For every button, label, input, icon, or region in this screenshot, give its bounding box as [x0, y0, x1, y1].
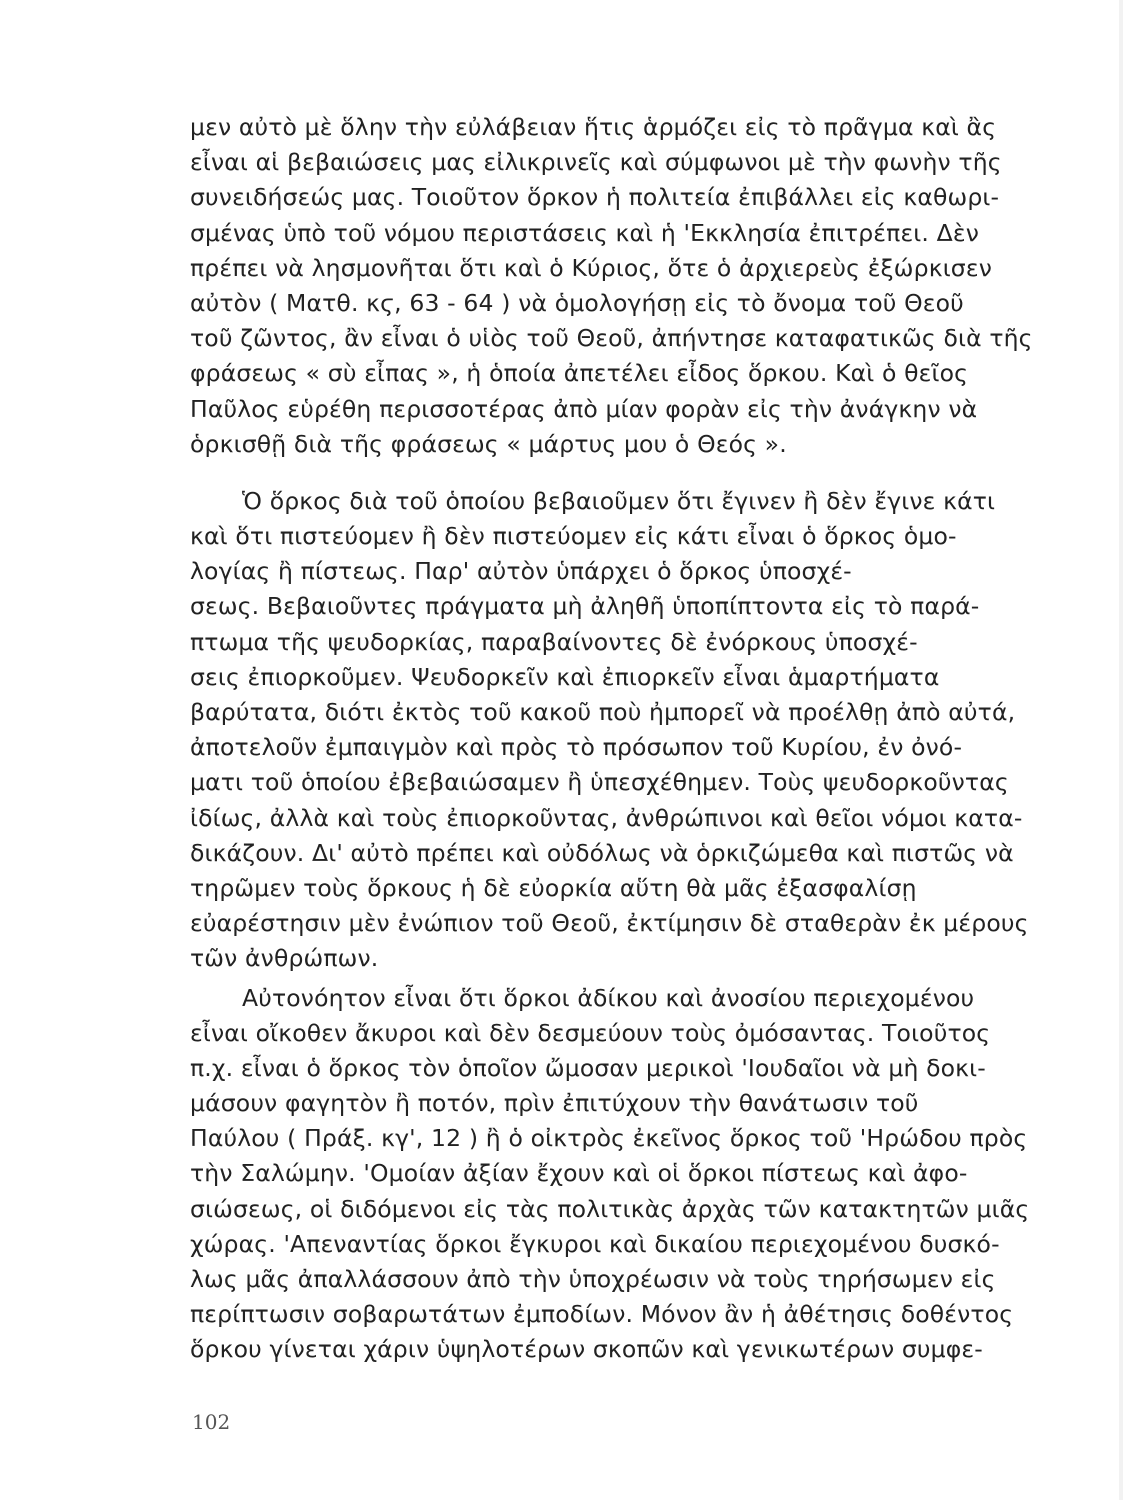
text-line: περίπτωσιν σοβαρωτάτων ἐμποδίων. Μόνον ἂν ἡ ἀθέτησις δοθέντος — [190, 1300, 1014, 1329]
body-text — [190, 110, 1038, 1368]
text-line: εἶναι αἱ βεβαιώσεις μας εἰλικρινεῖς καὶ σύμφωνοι μὲ τὴν φωνὴν τῆς — [190, 148, 1002, 177]
text-line: λογίας ἢ πίστεως. Παρ' αὐτὸν ὑπάρχει ὁ ὅρκος ὑποσχέ- — [190, 557, 852, 586]
paragraph-3 — [190, 981, 1038, 1368]
text-line: λως μᾶς ἀπαλλάσσουν ἀπὸ τὴν ὑποχρέωσιν νὰ τοὺς τηρήσωμεν εἰς — [190, 1265, 996, 1293]
paragraph-1 — [190, 110, 1038, 462]
text-line: μάσουν φαγητὸν ἢ ποτόν, πρὶν ἐπιτύχουν τὴν θανάτωσιν τοῦ — [190, 1089, 919, 1118]
text-line: εἶναι οἴκοθεν ἄκυροι καὶ δὲν δεσμεύουν τοὺς ὀμόσαντας. Τοιοῦτος — [190, 1018, 991, 1047]
text-line: αὐτὸν ( Ματθ. κϛ, 63 - 64 ) νὰ ὁμολογήσῃ εἰς τὸ ὄνομα τοῦ Θεοῦ — [190, 288, 964, 317]
text-line: τοῦ ζῶντος, ἂν εἶναι ὁ υἱὸς τοῦ Θεοῦ, ἀπήντησε καταφατικῶς διὰ τῆς — [190, 324, 1033, 353]
page-edge — [1119, 0, 1123, 1500]
text-line: πτωμα τῆς ψευδορκίας, παραβαίνοντες δὲ ἐνόρκους ὑποσχέ- — [190, 627, 918, 656]
text-line: σεως. Βεβαιοῦντες πράγματα μὴ ἀληθῆ ὑποπίπτοντα εἰς τὸ παρά- — [190, 592, 980, 621]
text-line: π.χ. εἶναι ὁ ὅρκος τὸν ὁποῖον ὤμοσαν μερικοὶ 'Ιουδαῖοι νὰ μὴ δοκι- — [190, 1053, 986, 1082]
text-line: μεν αὐτὸ μὲ ὅλην τὴν εὐλάβειαν ἥτις ἁρμόζει εἰς τὸ πρᾶγμα καὶ ἂς — [190, 113, 997, 141]
text-line: τηρῶμεν τοὺς ὅρκους ἡ δὲ εὐορκία αὕτη θὰ μᾶς ἐξασφαλίσῃ — [190, 873, 917, 902]
text-line: καὶ ὅτι πιστεύομεν ἢ δὲν πιστεύομεν εἰς κάτι εἶναι ὁ ὅρκος ὁμο- — [190, 522, 957, 551]
text-line: ἰδίως, ἀλλὰ καὶ τοὺς ἐπιορκοῦντας, ἀνθρώπινοι καὶ θεῖοι νόμοι κατα- — [190, 803, 1023, 832]
text-line: συνειδήσεώς μας. Τοιοῦτον ὅρκον ἡ πολιτεία ἐπιβάλλει εἰς καθωρι- — [190, 183, 1000, 212]
text-line: σεις ἐπιορκοῦμεν. Ψευδορκεῖν καὶ ἐπιορκεῖν εἶναι ἁμαρτήματα — [190, 662, 940, 691]
text-line: Παῦλος εὑρέθη περισσοτέρας ἀπὸ μίαν φορὰν εἰς τὴν ἀνάγκην νὰ — [190, 394, 978, 423]
text-line: φράσεως « σὺ εἶπας », ἡ ὁποία ἀπετέλει εἶδος ὅρκου. Καὶ ὁ θεῖος — [190, 359, 969, 388]
text-line: ὅρκου γίνεται χάριν ὑψηλοτέρων σκοπῶν καὶ γενικωτέρων συμφε- — [190, 1335, 983, 1364]
text-line: σιώσεως, οἱ διδόμενοι εἰς τὰς πολιτικὰς ἀρχὰς τῶν κατακτητῶν μιᾶς — [190, 1194, 1030, 1223]
text-line: βαρύτατα, διότι ἐκτὸς τοῦ κακοῦ ποὺ ἠμπορεῖ νὰ προέλθῃ ἀπὸ αὐτά, — [190, 698, 1016, 726]
text-line: τῶν ἀνθρώπων. — [190, 944, 379, 973]
text-line: εὐαρέστησιν μὲν ἐνώπιον τοῦ Θεοῦ, ἐκτίμησιν δὲ σταθερὰν ἐκ μέρους — [190, 909, 1029, 938]
text-line: πρέπει νὰ λησμονῆται ὅτι καὶ ὁ Κύριος, ὅτε ὁ ἀρχιερεὺς ἐξώρκισεν — [190, 253, 992, 282]
text-line: ματι τοῦ ὁποίου ἐβεβαιώσαμεν ἢ ὑπεσχέθημεν. Τοὺς ψευδορκοῦντας — [190, 768, 1009, 797]
page-number: 102 — [192, 1410, 231, 1434]
paragraph-2 — [190, 484, 1038, 977]
text-line: ὁρκισθῇ διὰ τῆς φράσεως « μάρτυς μου ὁ Θεός ». — [190, 429, 787, 458]
text-line: δικάζουν. Δι' αὐτὸ πρέπει καὶ οὐδόλως νὰ ὁρκιζώμεθα καὶ πιστῶς νὰ — [190, 838, 1014, 867]
text-line: χώρας. 'Απεναντίας ὅρκοι ἔγκυροι καὶ δικαίου περιεχομένου δυσκό- — [190, 1229, 1000, 1258]
text-line: σμένας ὑπὸ τοῦ νόμου περιστάσεις καὶ ἡ 'Εκκλησία ἐπιτρέπει. Δὲν — [190, 218, 979, 247]
text-line: Ὁ ὅρκος διὰ τοῦ ὁποίου βεβαιοῦμεν ὅτι ἔγινεν ἢ δὲν ἔγινε κάτι — [242, 486, 996, 515]
text-line: ἀποτελοῦν ἐμπαιγμὸν καὶ πρὸς τὸ πρόσωπον τοῦ Κυρίου, ἐν ὀνό- — [190, 733, 963, 762]
text-line: Αὐτονόητον εἶναι ὅτι ὅρκοι ἀδίκου καὶ ἀνοσίου περιεχομένου — [242, 983, 975, 1012]
text-line: Παύλου ( Πράξ. κγ', 12 ) ἢ ὁ οἰκτρὸς ἐκεῖνος ὅρκος τοῦ 'Ηρώδου πρὸς — [190, 1124, 1028, 1153]
text-line: τὴν Σαλώμην. 'Ομοίαν ἀξίαν ἔχουν καὶ οἱ ὅρκοι πίστεως καὶ ἀφο- — [190, 1159, 968, 1188]
